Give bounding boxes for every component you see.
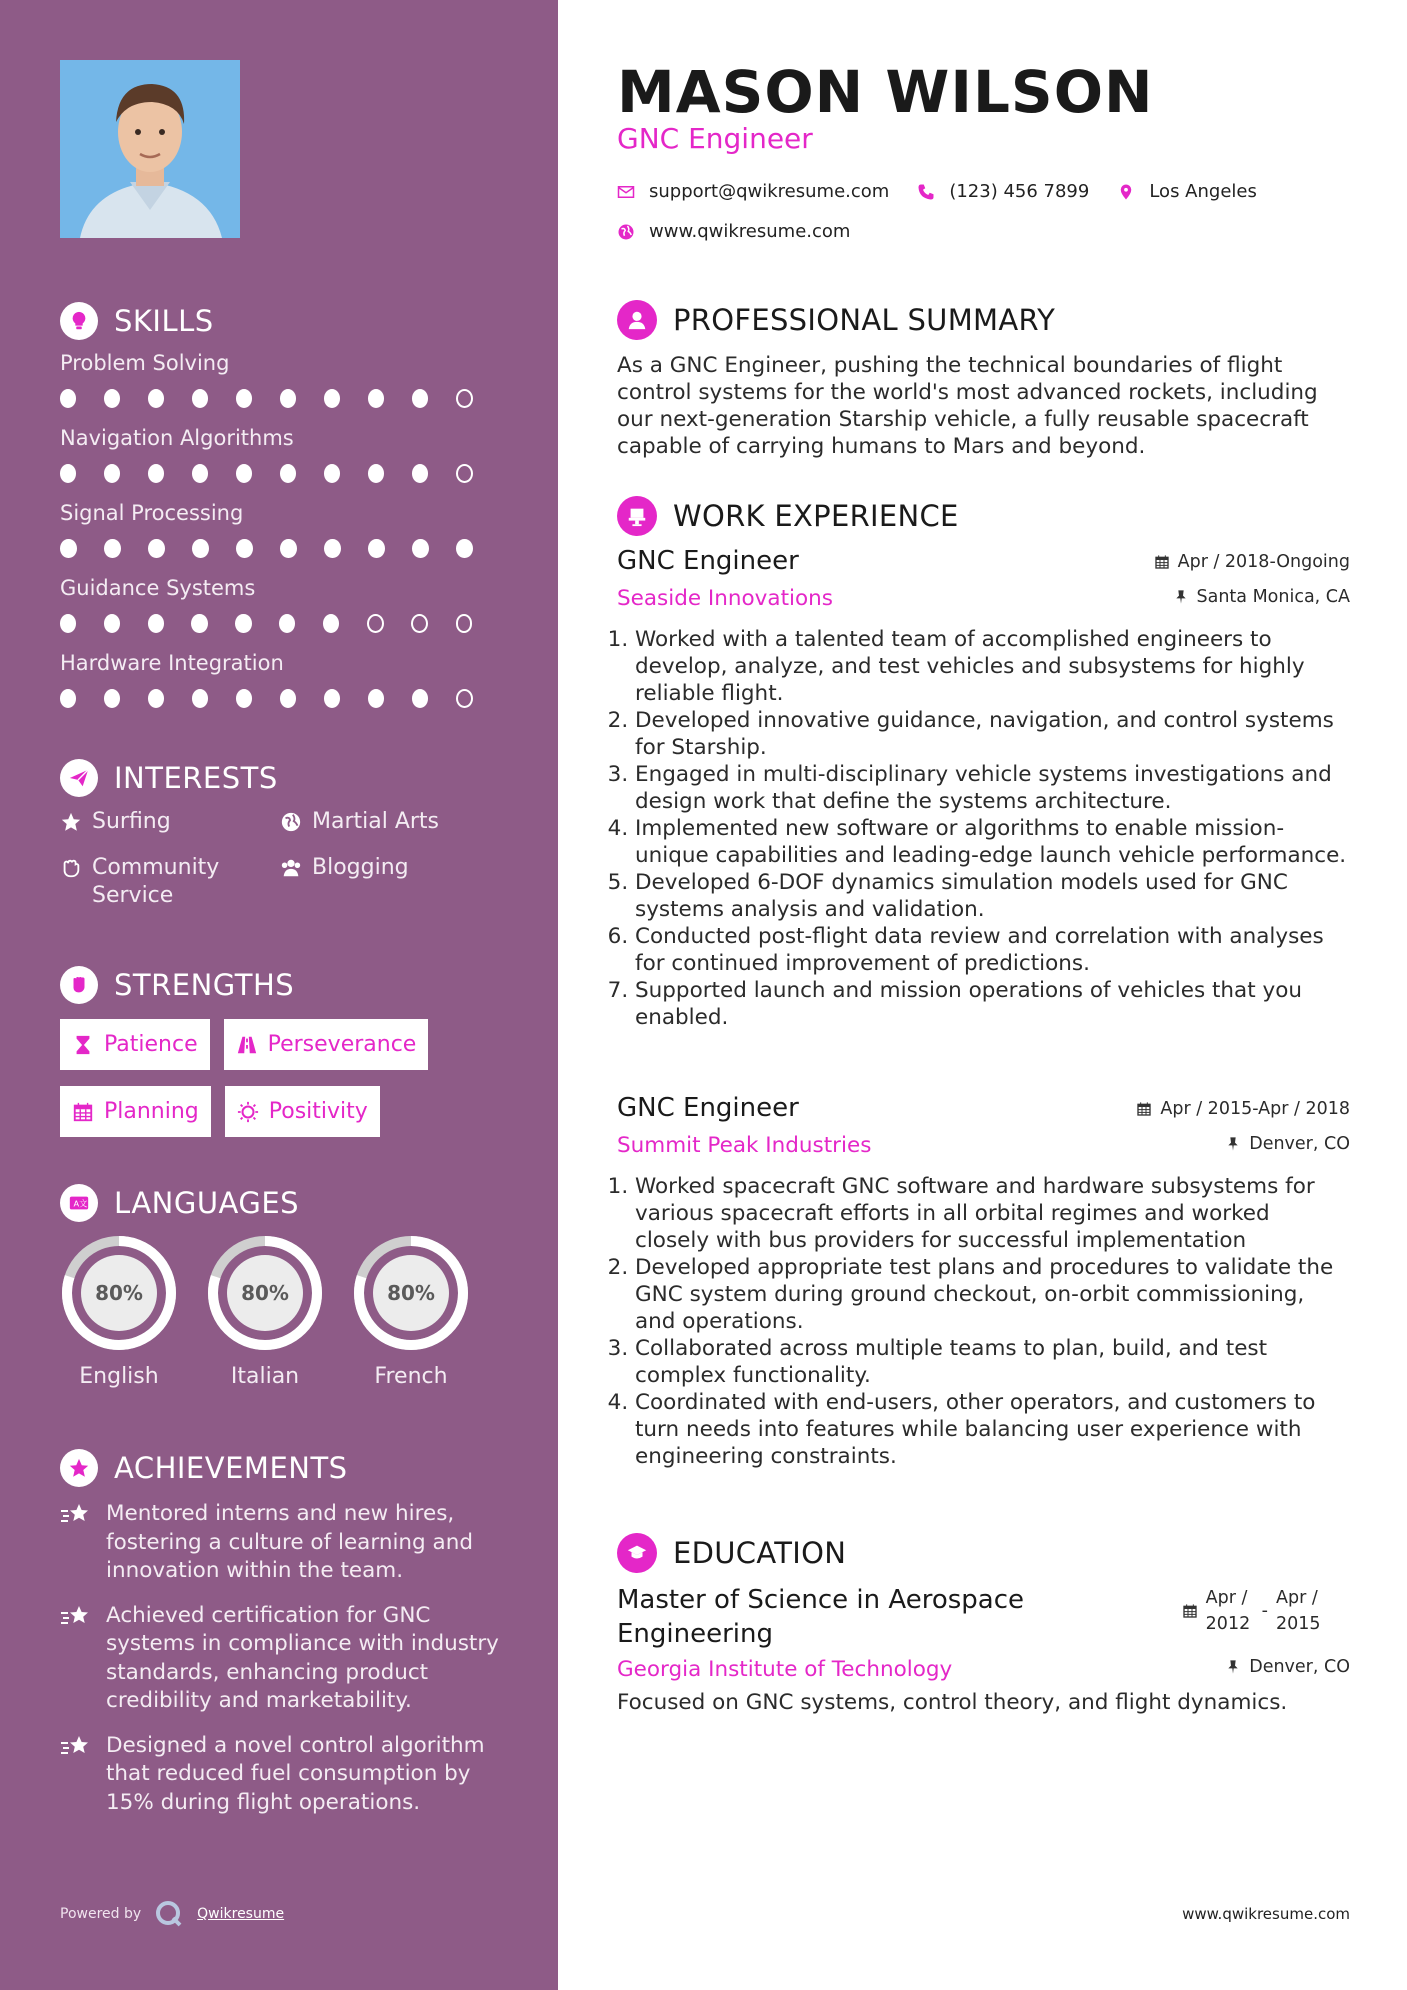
rating-dot-filled bbox=[191, 614, 207, 633]
interests-list bbox=[60, 808, 500, 910]
website-text[interactable]: www.qwikresume.com bbox=[649, 221, 851, 242]
language-progress-ring bbox=[204, 1232, 326, 1354]
interest-item bbox=[280, 808, 500, 836]
job-date bbox=[1136, 1099, 1350, 1119]
language-name: French bbox=[374, 1364, 448, 1389]
pin-icon bbox=[1173, 589, 1189, 605]
footer-url[interactable]: www.qwikresume.com bbox=[1182, 1905, 1350, 1923]
rating-dot-filled bbox=[236, 464, 252, 483]
skill-item bbox=[60, 351, 500, 408]
qwikresume-logo-icon bbox=[155, 1900, 183, 1928]
skill-name: Guidance Systems bbox=[60, 576, 256, 600]
job-title: GNC Engineer bbox=[617, 1093, 799, 1123]
rating-dot-filled bbox=[324, 464, 340, 483]
rating-dot-filled bbox=[60, 689, 76, 708]
rating-dot-filled bbox=[104, 389, 120, 408]
contact-phone bbox=[917, 181, 1089, 202]
skills-heading bbox=[60, 302, 214, 340]
rating-dot-filled bbox=[192, 389, 208, 408]
rating-dot-filled bbox=[324, 389, 340, 408]
education-heading bbox=[617, 1533, 846, 1573]
achievement-text: Designed a novel control algorithm that reduced fuel consumption by 15% during flight operations. bbox=[106, 1732, 485, 1815]
experience-title: WORK EXPERIENCE bbox=[673, 499, 959, 533]
job-company: Summit Peak Industries bbox=[617, 1133, 872, 1158]
achievements-heading bbox=[60, 1449, 348, 1487]
user-icon bbox=[617, 300, 657, 340]
interests-title: INTERESTS bbox=[114, 761, 278, 795]
job-bullet: 1. Worked spacecraft GNC software and hardware subsystems for various spacecraft efforts in all orbital regimes and worked closely with bus providers for successful implementation bbox=[635, 1173, 1350, 1254]
envelope-icon bbox=[617, 183, 635, 201]
skill-name: Problem Solving bbox=[60, 351, 230, 375]
rating-dot-filled bbox=[279, 614, 295, 633]
language-progress-ring bbox=[350, 1232, 472, 1354]
job-title: GNC Engineer bbox=[617, 546, 799, 576]
education-location-text: Denver, CO bbox=[1249, 1657, 1350, 1677]
language-name: Italian bbox=[230, 1364, 300, 1389]
education-dates bbox=[1182, 1585, 1324, 1637]
skills-title: SKILLS bbox=[114, 304, 214, 338]
rating-dot-filled bbox=[192, 689, 208, 708]
rating-dot-filled bbox=[323, 614, 339, 633]
strength-badge bbox=[60, 1019, 210, 1070]
interest-label: Blogging bbox=[312, 855, 409, 880]
pin-icon bbox=[1225, 1136, 1241, 1152]
interest-label: Surfing bbox=[92, 809, 171, 834]
rating-dot-filled bbox=[104, 539, 121, 558]
contact-website bbox=[617, 221, 850, 242]
rating-dot-filled bbox=[324, 539, 341, 558]
rating-dot-empty bbox=[456, 464, 473, 483]
rating-dot-filled bbox=[280, 689, 296, 708]
rating-dot-filled bbox=[104, 689, 120, 708]
rating-dot-filled bbox=[148, 689, 164, 708]
strength-badge bbox=[225, 1086, 380, 1137]
summary-text: As a GNC Engineer, pushing the technical boundaries of flight control systems for the world's most advanced rockets, including our next-generation Starship vehicle, a fully reusable spacecraft capable of carrying humans to Mars and beyond. bbox=[617, 353, 1318, 459]
rating-dot-filled bbox=[368, 464, 384, 483]
contact-email bbox=[617, 181, 889, 202]
rating-dot-filled bbox=[368, 689, 384, 708]
education-degree: Master of Science in Aerospace Engineering bbox=[617, 1585, 1025, 1649]
skill-name: Navigation Algorithms bbox=[60, 426, 294, 450]
job-bullet: 3. Collaborated across multiple teams to plan, build, and test complex functionality. bbox=[635, 1335, 1350, 1389]
skill-rating bbox=[60, 539, 500, 558]
rating-dot-filled bbox=[412, 539, 429, 558]
experience-heading bbox=[617, 496, 959, 536]
rating-dot-filled bbox=[60, 389, 76, 408]
candidate-role: GNC Engineer bbox=[617, 122, 813, 155]
map-pin-icon bbox=[1117, 183, 1135, 201]
skill-item bbox=[60, 651, 500, 708]
achievement-item bbox=[60, 1602, 500, 1716]
star-icon bbox=[60, 811, 82, 833]
interest-item bbox=[280, 854, 500, 910]
rating-dot-filled bbox=[235, 614, 251, 633]
location-text: Los Angeles bbox=[1149, 181, 1257, 202]
rating-dot-filled bbox=[412, 464, 428, 483]
rating-dot-filled bbox=[192, 539, 209, 558]
sidebar bbox=[0, 0, 558, 1990]
language-item bbox=[58, 1232, 180, 1389]
rating-dot-empty bbox=[456, 614, 473, 633]
rating-dot-empty bbox=[456, 389, 473, 408]
rating-dot-filled bbox=[148, 389, 164, 408]
globe-icon bbox=[617, 223, 635, 241]
skill-name: Hardware Integration bbox=[60, 651, 284, 675]
award-star-icon bbox=[60, 1449, 98, 1487]
shooting-star-icon bbox=[60, 1734, 92, 1760]
language-icon bbox=[60, 1184, 98, 1222]
calendar-icon bbox=[72, 1101, 94, 1123]
contact-row-web bbox=[617, 221, 864, 242]
education-location bbox=[1225, 1657, 1350, 1677]
interest-item bbox=[60, 854, 280, 910]
achievement-text: Achieved certification for GNC systems in compliance with industry standards, enhancing product credibility and marketability. bbox=[106, 1602, 499, 1713]
rating-dot-filled bbox=[456, 539, 473, 558]
language-percent: 80% bbox=[95, 1281, 143, 1305]
phone-text: (123) 456 7899 bbox=[949, 181, 1090, 202]
job-header bbox=[617, 1093, 1350, 1161]
powered-by-label: Powered by bbox=[60, 1906, 142, 1922]
shooting-star-icon bbox=[60, 1604, 92, 1630]
interest-item bbox=[60, 808, 280, 836]
language-name: English bbox=[79, 1364, 159, 1389]
sun-icon bbox=[237, 1101, 259, 1123]
rating-dot-filled bbox=[324, 689, 340, 708]
rating-dot-filled bbox=[60, 614, 76, 633]
job-bullet: 6. Conducted post-flight data review and correlation with analyses for continued improvement of predictions. bbox=[635, 923, 1350, 977]
job-company: Seaside Innovations bbox=[617, 586, 833, 611]
job-bullets bbox=[617, 1173, 1350, 1470]
summary-heading bbox=[617, 300, 1055, 340]
job-date bbox=[1154, 552, 1350, 572]
contact-row bbox=[617, 181, 1271, 202]
rating-dot-filled bbox=[192, 464, 208, 483]
rating-dot-filled bbox=[280, 464, 296, 483]
rating-dot-filled bbox=[236, 539, 253, 558]
job-bullet: 4. Implemented new software or algorithms to enable mission-unique capabilities and leading-edge launch vehicle performance. bbox=[635, 815, 1350, 869]
education-description: Focused on GNC systems, control theory, and flight dynamics. bbox=[617, 1690, 1288, 1715]
job-bullet: 5. Developed 6-DOF dynamics simulation models used for GNC systems analysis and validation. bbox=[635, 869, 1350, 923]
strengths-heading bbox=[60, 966, 294, 1004]
languages-heading bbox=[60, 1184, 299, 1222]
rating-dot-filled bbox=[60, 539, 77, 558]
strength-label: Planning bbox=[104, 1099, 199, 1124]
job-header bbox=[617, 546, 1350, 614]
skill-rating bbox=[60, 464, 500, 483]
languages-title: LANGUAGES bbox=[114, 1186, 300, 1220]
rating-dot-filled bbox=[104, 464, 120, 483]
graduation-icon bbox=[617, 1533, 657, 1573]
strength-label: Patience bbox=[104, 1032, 198, 1057]
skill-rating bbox=[60, 389, 500, 408]
contact-location bbox=[1117, 181, 1257, 202]
rating-dot-filled bbox=[148, 614, 164, 633]
email-text[interactable]: support@qwikresume.com bbox=[649, 181, 890, 202]
language-progress-ring bbox=[58, 1232, 180, 1354]
job-bullet: 1. Worked with a talented team of accomplished engineers to develop, analyze, and test vehicles and subsystems for highly reliable flight. bbox=[635, 626, 1350, 707]
pin-icon bbox=[1225, 1659, 1241, 1675]
calendar-icon bbox=[1182, 1603, 1198, 1619]
job-bullet: 7. Supported launch and mission operations of vehicles that you enabled. bbox=[635, 977, 1350, 1031]
rating-dot-filled bbox=[148, 539, 165, 558]
language-item bbox=[204, 1232, 326, 1389]
achievements-list bbox=[60, 1500, 500, 1833]
rating-dot-empty bbox=[411, 614, 428, 633]
language-item bbox=[350, 1232, 472, 1389]
fist-icon bbox=[60, 966, 98, 1004]
rating-dot-filled bbox=[368, 539, 385, 558]
rating-dot-filled bbox=[60, 464, 76, 483]
job-bullets bbox=[617, 626, 1350, 1031]
candidate-name: MASON WILSON bbox=[617, 58, 1154, 126]
job-bullet: 2. Developed appropriate test plans and procedures to validate the GNC system during ground checkout, on-orbit commissioning, and operations. bbox=[635, 1254, 1350, 1335]
skill-rating bbox=[60, 614, 500, 633]
rating-dot-filled bbox=[412, 389, 428, 408]
skill-item bbox=[60, 426, 500, 483]
calendar-icon bbox=[1154, 554, 1170, 570]
interest-label: Martial Arts bbox=[312, 809, 440, 834]
education-start: Apr / 2012 bbox=[1205, 1588, 1251, 1634]
qwikresume-link[interactable]: Qwikresume bbox=[197, 1906, 285, 1922]
profile-photo bbox=[60, 60, 240, 238]
strengths-list bbox=[60, 1019, 500, 1137]
skill-rating bbox=[60, 689, 500, 708]
achievement-item bbox=[60, 1732, 500, 1818]
strengths-title: STRENGTHS bbox=[114, 968, 295, 1002]
achievements-title: ACHIEVEMENTS bbox=[114, 1451, 348, 1485]
job-location bbox=[1225, 1134, 1350, 1154]
powered-by bbox=[60, 1900, 284, 1928]
interests-heading bbox=[60, 759, 278, 797]
job-bullet: 3. Engaged in multi-disciplinary vehicle systems investigations and design work that define the systems architecture. bbox=[635, 761, 1350, 815]
skill-item bbox=[60, 576, 500, 633]
shooting-star-icon bbox=[60, 1502, 92, 1528]
rating-dot-filled bbox=[104, 614, 120, 633]
globe-icon bbox=[280, 811, 302, 833]
language-percent: 80% bbox=[241, 1281, 289, 1305]
education-entry bbox=[617, 1583, 1350, 1715]
job-location-text: Denver, CO bbox=[1249, 1134, 1350, 1154]
education-end: Apr / 2015 bbox=[1276, 1588, 1321, 1634]
rating-dot-empty bbox=[456, 689, 473, 708]
education-date-separator: - bbox=[1261, 1601, 1268, 1621]
strength-label: Positivity bbox=[268, 1099, 368, 1124]
users-icon bbox=[280, 857, 302, 879]
job-date-text: Apr / 2018-Ongoing bbox=[1177, 552, 1350, 572]
skill-item bbox=[60, 501, 500, 558]
paper-plane-icon bbox=[60, 759, 98, 797]
rating-dot-empty bbox=[367, 614, 384, 633]
strength-label: Perseverance bbox=[267, 1032, 417, 1057]
road-icon bbox=[236, 1034, 258, 1056]
language-percent: 80% bbox=[387, 1281, 435, 1305]
svg-text:A文: A文 bbox=[73, 1198, 88, 1209]
rating-dot-filled bbox=[148, 464, 164, 483]
rating-dot-filled bbox=[280, 389, 296, 408]
job-bullet: 4. Coordinated with end-users, other operators, and customers to turn needs into features while balancing user experience with engineering constraints. bbox=[635, 1389, 1350, 1470]
job-entry bbox=[617, 1093, 1350, 1470]
hourglass-icon bbox=[72, 1034, 94, 1056]
strength-badge bbox=[224, 1019, 429, 1070]
rating-dot-filled bbox=[368, 389, 384, 408]
achievement-text: Mentored interns and new hires, fostering a culture of learning and innovation within the team. bbox=[106, 1501, 473, 1583]
interest-label: Community Service bbox=[92, 855, 220, 908]
job-location-text: Santa Monica, CA bbox=[1196, 587, 1350, 607]
job-date-text: Apr / 2015-Apr / 2018 bbox=[1160, 1099, 1350, 1119]
job-bullet: 2. Developed innovative guidance, navigation, and control systems for Starship. bbox=[635, 707, 1350, 761]
achievement-item bbox=[60, 1500, 500, 1586]
job-location bbox=[1173, 587, 1351, 607]
rating-dot-filled bbox=[236, 389, 252, 408]
education-title: EDUCATION bbox=[673, 1536, 847, 1570]
briefcase-icon bbox=[617, 496, 657, 536]
phone-icon bbox=[917, 183, 935, 201]
languages-list bbox=[58, 1232, 472, 1389]
skill-name: Signal Processing bbox=[60, 501, 244, 525]
summary-title: PROFESSIONAL SUMMARY bbox=[673, 303, 1056, 337]
strength-badge bbox=[60, 1086, 211, 1137]
rating-dot-filled bbox=[412, 689, 428, 708]
calendar-icon bbox=[1136, 1101, 1152, 1117]
education-school: Georgia Institute of Technology bbox=[617, 1657, 953, 1682]
hand-icon bbox=[60, 857, 82, 879]
rating-dot-filled bbox=[236, 689, 252, 708]
lightbulb-icon bbox=[60, 302, 98, 340]
job-entry bbox=[617, 546, 1350, 1031]
rating-dot-filled bbox=[280, 539, 297, 558]
